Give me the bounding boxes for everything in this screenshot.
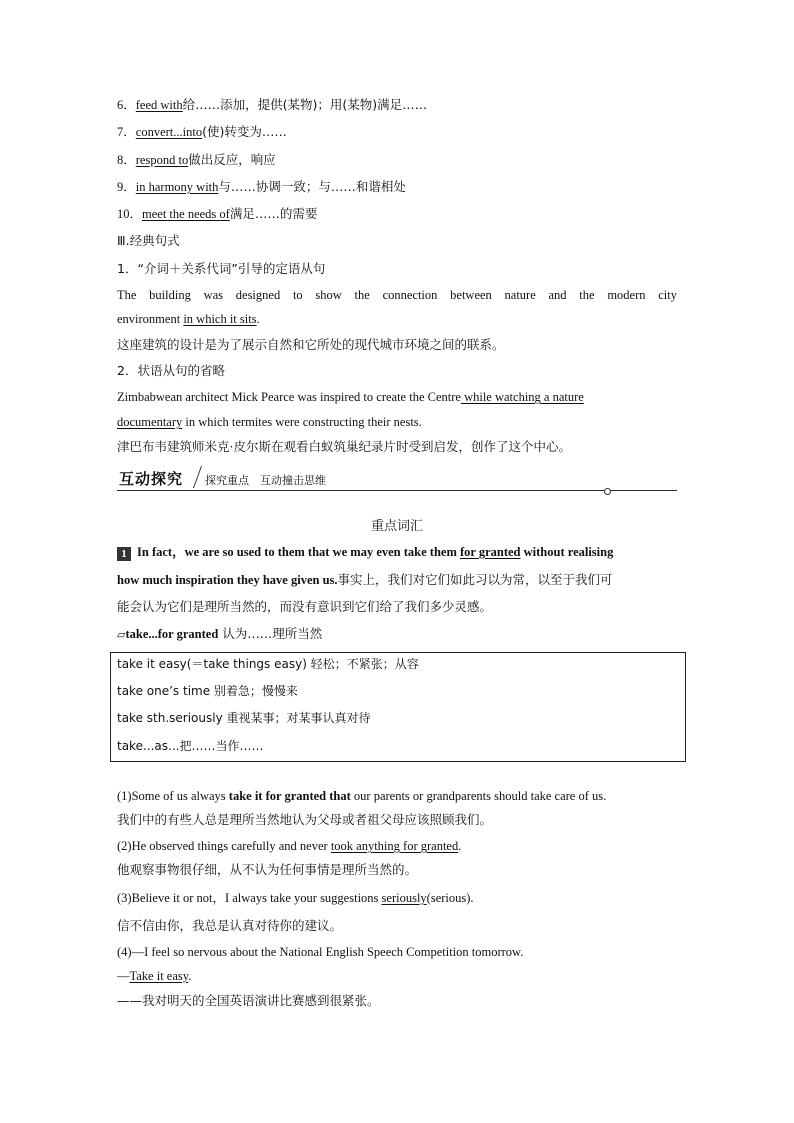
- text: environment: [117, 312, 184, 326]
- example-1-cn: 我们中的有些人总是理所当然地认为父母或者祖父母应该照顾我们。: [117, 812, 493, 827]
- sentence-1-title: 1．“介词＋关系代词”引导的定语从句: [117, 261, 326, 276]
- phrase-9: [117, 179, 406, 195]
- underlined-answer: seriously: [381, 891, 427, 905]
- box-line: take...as...把……当作……: [117, 739, 264, 753]
- example-2: [117, 838, 461, 854]
- word: was: [203, 288, 224, 302]
- example-3: [117, 890, 474, 906]
- phrase-term: convert...into: [135, 125, 203, 139]
- text: in which termites were constructing their nests.: [182, 415, 422, 429]
- item-1-line2: [117, 572, 613, 588]
- phrase-term: respond to: [135, 153, 189, 167]
- text: (2)He observed things carefully and never: [117, 839, 331, 853]
- translation: 事实上，我们对它们如此习以为常，以至于我们可: [337, 572, 613, 587]
- example-4-line1: (4)—I feel so nervous about the National English Speech Competition tomorrow.: [117, 945, 524, 959]
- underlined-answer: took anything for granted: [330, 839, 459, 853]
- phrase-7: [117, 124, 287, 140]
- word: between: [450, 288, 492, 302]
- example-3-cn: 信不信由你，我总是认真对待你的建议。: [117, 918, 343, 933]
- bold-answer: take it for granted that: [228, 789, 351, 803]
- phrase-num: 7．: [117, 125, 136, 139]
- item-1-line3: 能会认为它们是理所当然的，而没有意识到它们给了我们多少灵感。: [117, 599, 493, 614]
- phrase-10: [117, 206, 317, 222]
- phrase-meaning: 做出反应，响应: [188, 152, 276, 167]
- text: (3)Believe it or not，I always take your suggestions: [117, 891, 382, 905]
- phrase-term: meet the needs of: [142, 207, 230, 221]
- sentence-1-cn: 这座建筑的设计是为了展示自然和它所处的现代城市环境之间的联系。: [117, 337, 505, 352]
- phrase-num: 9．: [117, 180, 136, 194]
- word: designed: [235, 288, 281, 302]
- phrase-6: [117, 97, 427, 113]
- phrase-8: [117, 152, 276, 168]
- underlined-answer: Take it easy: [129, 969, 189, 983]
- word: The: [117, 288, 137, 302]
- item-1-line1: [117, 544, 613, 561]
- text: .: [256, 312, 260, 326]
- banner-subtitle: 探究重点 互动撞击思维: [205, 474, 326, 487]
- banner-rule: [117, 490, 677, 491]
- sentence-1-en-line2: [117, 311, 260, 327]
- phrase-meaning: (使)转变为……: [202, 124, 287, 139]
- phrase-meaning: 与……协调一致；与……和谐相处: [218, 179, 406, 194]
- underlined-phrase: for granted: [459, 545, 521, 559]
- word: city: [658, 288, 677, 302]
- example-1: [117, 788, 606, 804]
- banner-slash-divider: [193, 466, 202, 488]
- phrase-term: feed with: [135, 98, 183, 112]
- tip-phrase: take...for granted: [125, 627, 219, 641]
- word: nature: [504, 288, 536, 302]
- phrase-meaning: 给……添加，提供(某物)；用(某物)满足……: [182, 97, 428, 112]
- example-4-cn: ——我对明天的全国英语演讲比赛感到很紧张。: [117, 993, 380, 1008]
- banner-title: 互动探究: [119, 470, 184, 488]
- example-2-cn: 他观察事物很仔细，从不认为任何事情是理所当然的。: [117, 862, 418, 877]
- sentence-2-title: 2．状语从句的省略: [117, 363, 225, 378]
- related-phrases-box: [110, 652, 686, 762]
- sentence-2-en-line2: [117, 414, 422, 430]
- word: to: [292, 288, 303, 302]
- text: (1)Some of us always: [117, 789, 229, 803]
- text: .: [458, 839, 462, 853]
- tip-mark-icon: ▱: [117, 628, 126, 641]
- section-title: 重点词汇: [370, 519, 423, 534]
- box-line: take one’s time 别着急；慢慢来: [117, 684, 298, 698]
- text: .: [188, 969, 192, 983]
- text: how much inspiration they have given us.: [117, 573, 338, 587]
- banner-dot-icon: [604, 488, 611, 495]
- section-banner: [117, 466, 677, 492]
- sentence-2-en-line1: [117, 389, 584, 405]
- word: the: [579, 288, 595, 302]
- word: the: [354, 288, 370, 302]
- underlined-answer: in which it sits: [183, 312, 257, 326]
- phrase-num: 8．: [117, 153, 136, 167]
- phrase-num: 6．: [117, 98, 136, 112]
- phrase-term: in harmony with: [135, 180, 219, 194]
- sentence-2-cn: 津巴布韦建筑师米克·皮尔斯在观看白蚁筑巢纪录片时受到启发，创作了这个中心。: [117, 439, 571, 454]
- sentences-heading: Ⅲ.经典句式: [117, 233, 180, 248]
- underlined-answer: documentary: [117, 415, 183, 429]
- word: show: [315, 288, 342, 302]
- box-line: take sth.seriously 重视某事；对某事认真对待: [117, 711, 371, 725]
- sentence-1-en-line1: [117, 287, 677, 303]
- underlined-answer: while watching a nature: [460, 390, 584, 404]
- word: and: [548, 288, 567, 302]
- text: our parents or grandparents should take care of us.: [350, 789, 607, 803]
- text: (serious).: [426, 891, 474, 905]
- text: Zimbabwean architect Mick Pearce was inspired to create the Centre: [117, 390, 461, 404]
- text: —: [117, 969, 130, 983]
- phrase-meaning: 满足……的需要: [229, 206, 318, 221]
- tip-meaning: 认为……理所当然: [218, 626, 323, 641]
- word: modern: [607, 288, 646, 302]
- example-4-line2: [117, 968, 191, 984]
- text: In fact，we are so used to them that we may even take them: [137, 545, 460, 559]
- text: without realising: [520, 545, 614, 559]
- item-1-tip: [117, 626, 322, 643]
- box-line: take it easy(＝take things easy) 轻松；不紧张；从容: [117, 657, 419, 671]
- phrase-num: 10．: [117, 207, 143, 221]
- word: building: [149, 288, 191, 302]
- item-number-badge: 1: [117, 547, 131, 561]
- word: connection: [382, 288, 438, 302]
